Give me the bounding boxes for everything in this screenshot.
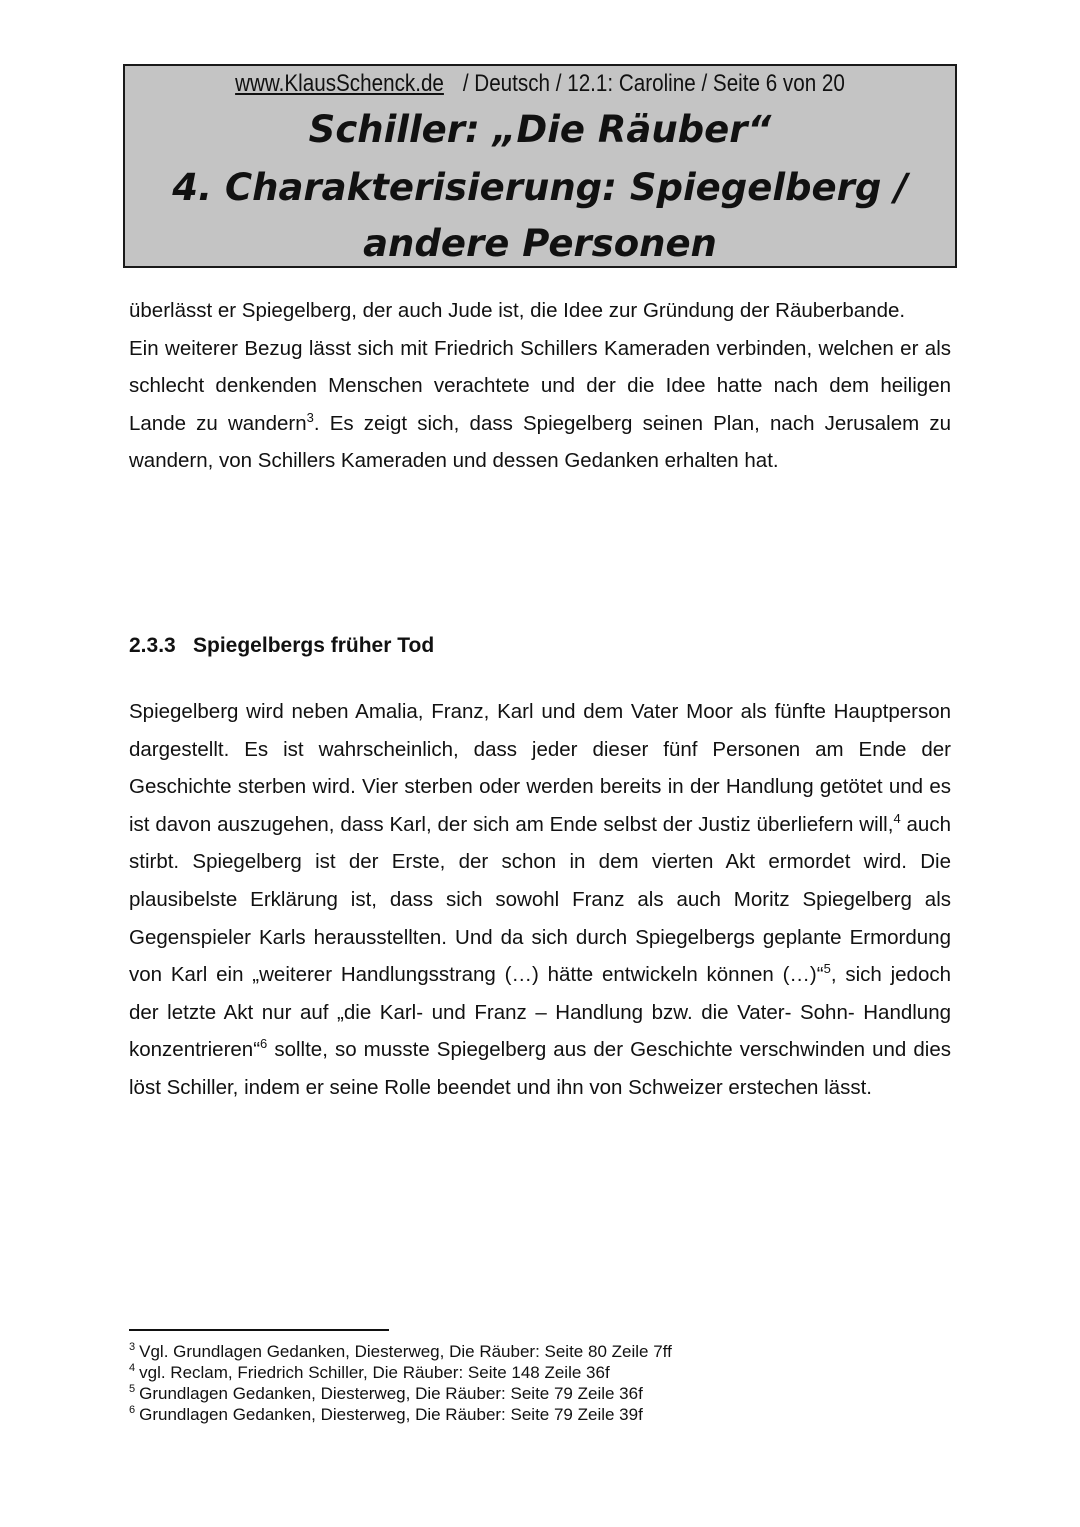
document-subtitle-line-2: andere Personen xyxy=(363,222,717,265)
intro-paragraphs xyxy=(129,292,951,480)
paragraph-1-text: überlässt er Spiegelberg, der auch Jude ist, die Idee zur Gründung der Räuberbande. xyxy=(129,299,906,322)
document-title: Schiller: „Die Räuber“ xyxy=(308,108,772,151)
footnote-item xyxy=(129,1362,672,1383)
paragraph-2-text-a: Ein weiterer Bezug lässt sich mit Friedrich Schillers Kameraden verbinden, welchen er als schlecht denkenden Menschen verachtete und der die Idee hatte nach dem heiligen Lande zu wandern xyxy=(129,336,951,435)
paragraph-3-text-b: auch stirbt. Spiegelberg ist der Erste, der schon in dem vierten Akt ermordet wird. Die plausibelste Erklärung ist, dass sich sowohl Franz als auch Moritz Spiegelberg als Gegenspieler Karls herausstellten. Und da sich durch Spiegelbergs geplante Ermordung von Karl ein „weiterer Handlungsstrang (…) hätte entwickeln können (…)“ xyxy=(129,812,951,987)
section-title: Spiegelbergs früher Tod xyxy=(193,634,435,657)
paragraph-3 xyxy=(129,693,951,1107)
footnote-item xyxy=(129,1341,672,1362)
footnote-item xyxy=(129,1383,672,1404)
footnote-mark: 4 xyxy=(129,1362,136,1375)
footnote-ref-6[interactable]: 6 xyxy=(260,1036,268,1052)
section-number: 2.3.3 xyxy=(129,634,176,657)
document-subtitle-line-1: 4. Charakterisierung: Spiegelberg / xyxy=(172,166,908,209)
footnote-text: Grundlagen Gedanken, Diesterweg, Die Räuber: Seite 79 Zeile 36f xyxy=(139,1384,643,1403)
paragraph-3-text-d: sollte, so musste Spiegelberg aus der Geschichte verschwinden und dies löst Schiller, indem er seine Rolle beendet und ihn von Schweizer erstechen lässt. xyxy=(129,1038,951,1099)
footnote-divider xyxy=(129,1329,389,1331)
section-body xyxy=(129,693,951,1107)
footnote-text: Grundlagen Gedanken, Diesterweg, Die Räuber: Seite 79 Zeile 39f xyxy=(139,1405,643,1424)
page-header-box xyxy=(123,64,957,268)
footnote-ref-5[interactable]: 5 xyxy=(823,961,831,977)
website-link[interactable]: www.KlausSchenck.de xyxy=(235,70,444,97)
paragraph-1 xyxy=(129,292,951,330)
paragraph-2-text-b: . Es zeigt sich, dass Spiegelberg seinen Plan, nach Jerusalem zu wandern, von Schillers Kameraden und dessen Gedanken erhalten hat. xyxy=(129,411,951,473)
footnote-text: vgl. Reclam, Friedrich Schiller, Die Räuber: Seite 148 Zeile 36f xyxy=(139,1363,610,1382)
section-heading xyxy=(129,634,434,658)
footnote-ref-4[interactable]: 4 xyxy=(893,810,901,826)
footnote-text: Vgl. Grundlagen Gedanken, Diesterweg, Die Räuber: Seite 80 Zeile 7ff xyxy=(139,1342,672,1361)
paragraph-3-text-c: , sich jedoch der letzte Akt nur auf „die Karl- und Franz – Handlung bzw. die Vater- Sohn- Handlung konzentrieren“ xyxy=(129,963,951,1062)
breadcrumb: / Deutsch / 12.1: Caroline / Seite 6 von 20 xyxy=(462,70,845,97)
paragraph-2 xyxy=(129,330,951,480)
paragraph-3-text-a: Spiegelberg wird neben Amalia, Franz, Karl und dem Vater Moor als fünfte Hauptperson dargestellt. Es ist wahrscheinlich, dass jeder dieser fünf Personen am Ende der Geschichte sterben wird. Vier sterben oder werden bereits in der Handlung getötet und es ist davon auszugehen, dass Karl, der sich am Ende selbst der Justiz überliefern will, xyxy=(129,700,951,836)
footnote-mark: 6 xyxy=(129,1404,136,1417)
footnote-mark: 5 xyxy=(129,1383,136,1396)
footnote-mark: 3 xyxy=(129,1341,136,1354)
footnote-item xyxy=(129,1404,672,1425)
header-source-line xyxy=(183,70,897,98)
footnotes-list xyxy=(129,1341,672,1425)
footnote-ref-3[interactable]: 3 xyxy=(306,409,314,425)
